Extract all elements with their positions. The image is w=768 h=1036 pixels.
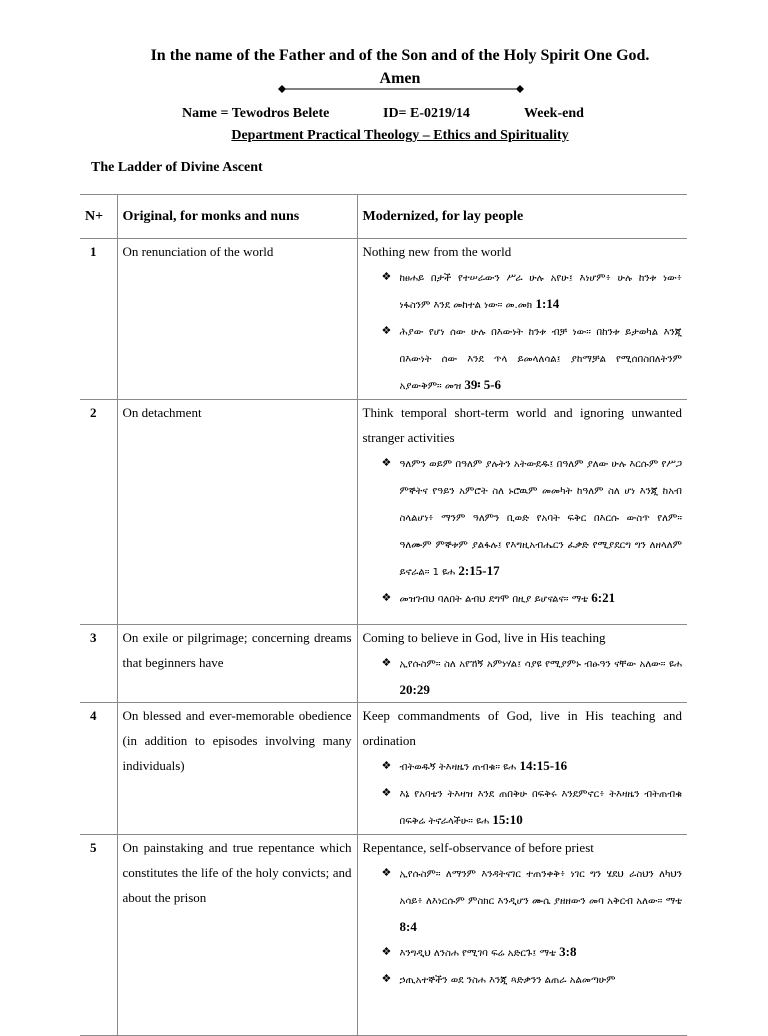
scripture-list bbox=[363, 264, 683, 399]
row-number: 1 bbox=[80, 239, 117, 400]
scripture-text: መዝገብህ ባለበት ልብህ ደግሞ በዚያ ይሆናልና። ማቴ bbox=[399, 594, 588, 605]
modernized-cell bbox=[357, 239, 687, 400]
decorative-divider bbox=[278, 84, 524, 94]
scripture-list bbox=[363, 450, 683, 612]
diamond-bullet-icon: ❖ bbox=[381, 759, 392, 772]
diamond-bullet-icon: ❖ bbox=[381, 324, 392, 337]
scripture-text: ከፀሐይ በታች የተሠራውን ሥራ ሁሉ አየሁ፤ እነሆም፥ ሁሉ ከንቱ ነው፥ ነፋስንም እንደ መከተል ነው። መ.መክ bbox=[399, 273, 682, 311]
scripture-list bbox=[363, 650, 683, 702]
list-item bbox=[382, 966, 683, 993]
diamond-bullet-icon: ❖ bbox=[381, 972, 392, 985]
scripture-reference: 8:4 bbox=[399, 919, 417, 934]
scripture-reference: 39፡ 5-6 bbox=[464, 377, 502, 392]
table-row bbox=[80, 625, 687, 703]
row-number: 4 bbox=[80, 703, 117, 835]
scripture-text: እንግዲህ ለንስሐ የሚገባ ፍሬ አድርጉ፤ ማቴ bbox=[399, 948, 556, 959]
modernized-summary: Repentance, self-observance of before priest bbox=[362, 840, 594, 855]
table-row bbox=[80, 239, 687, 400]
original-cell: On renunciation of the world bbox=[117, 239, 357, 400]
program-type: Week-end bbox=[524, 106, 584, 121]
list-item bbox=[382, 650, 683, 702]
list-item bbox=[382, 450, 683, 585]
modernized-summary: Keep commandments of God, live in His teaching and ordination bbox=[362, 708, 682, 748]
row-number: 3 bbox=[80, 625, 117, 703]
list-item bbox=[382, 780, 683, 834]
scripture-reference: 20:29 bbox=[399, 682, 430, 697]
modernized-cell bbox=[357, 703, 687, 835]
table-header-row bbox=[80, 195, 687, 239]
invocation-amen: Amen bbox=[379, 70, 421, 87]
scripture-list bbox=[363, 860, 683, 993]
scripture-list bbox=[363, 753, 683, 834]
scripture-reference: 14:15-16 bbox=[519, 758, 568, 773]
modernized-cell bbox=[357, 400, 687, 625]
ladder-table bbox=[80, 194, 687, 1036]
scripture-reference: 2:15-17 bbox=[458, 563, 500, 578]
scripture-text: ብትወዱኝ ትእዛዜን ጠብቁ። ዩሐ bbox=[399, 762, 517, 773]
row-number: 2 bbox=[80, 400, 117, 625]
scripture-reference: 1:14 bbox=[535, 296, 560, 311]
list-item bbox=[382, 318, 683, 399]
list-item bbox=[382, 939, 683, 966]
header-original: Original, for monks and nuns bbox=[117, 195, 357, 239]
row-number: 5 bbox=[80, 835, 117, 1036]
diamond-bullet-icon: ❖ bbox=[381, 945, 392, 958]
scripture-text: ኢየሱስም። ስለ አየኸኝ አምነሃል፤ ሳያዩ የሚያምኑ ብፁዓን ናቸው አለው። ዩሐ bbox=[399, 659, 682, 670]
scripture-text: ዓለምን ወይም በዓለም ያሉትን አትውደዱ፤ በዓለም ያለው ሁሉ እርሱም የሥጋ ምኞትና የዓይን አምሮት ስለ ኑሮዉም መመካት ከዓለም ስለ ሆነ እንጂ ከአብ ስላልሆነ፥ ማንም ዓለምን ቢወድ የአባት ፍቅር በእርሱ ውስጥ የለም። ዓለሙም ምኞቱም ያልፋሉ፤ የእግዚአብሔርን ፈቃድ የሚያደርግ ግን ለዘላለም ይኖራል። 1 ዩሐ bbox=[399, 459, 682, 578]
modernized-cell bbox=[357, 625, 687, 703]
original-cell: On blessed and ever-memorable obedience (in addition to episodes involving many individuals) bbox=[117, 703, 357, 835]
section-title: The Ladder of Divine Ascent bbox=[91, 160, 263, 175]
department-title: Department Practical Theology – Ethics and Spirituality bbox=[231, 128, 569, 143]
list-item bbox=[382, 585, 683, 612]
list-item bbox=[382, 264, 683, 318]
scripture-text: ሕያው የሆነ ሰው ሁሉ በእውነት ከንቱ ብቻ ነው። በከንቱ ይታወካል እንጂ በእውነት ሰው እንደ ጥላ ይመላለሳል፤ ያከማቻል የሚሰበስበለትንም አያውቅም። መዝ bbox=[399, 327, 682, 392]
diamond-bullet-icon: ❖ bbox=[381, 866, 392, 879]
scripture-text: እኔ የአባቴን ትእዛዝ እንደ ጠበቅሁ በፍቅሩ እንደምኖር፥ ትእዛዜን ብትጠብቁ በፍቅሬ ትኖራላችሁ። ዩሐ bbox=[399, 789, 682, 827]
diamond-bullet-icon: ❖ bbox=[381, 656, 392, 669]
modernized-summary: Think temporal short-term world and ignoring unwanted stranger activities bbox=[362, 405, 682, 445]
student-name: Name = Tewodros Belete bbox=[182, 106, 330, 121]
original-cell: On exile or pilgrimage; concerning dreams that beginners have bbox=[117, 625, 357, 703]
scripture-reference: 3:8 bbox=[559, 944, 577, 959]
diamond-bullet-icon: ❖ bbox=[381, 270, 392, 283]
student-info bbox=[182, 106, 584, 122]
table-row bbox=[80, 835, 687, 1036]
scripture-text: ኃጢአተኞችን ወደ ንስሐ እንጂ ጻድቃንን ልጠራ አልመጣሁም bbox=[399, 975, 616, 986]
list-item bbox=[382, 860, 683, 939]
diamond-bullet-icon: ❖ bbox=[381, 786, 392, 799]
scripture-reference: 6:21 bbox=[591, 590, 616, 605]
diamond-bullet-icon: ❖ bbox=[381, 456, 392, 469]
scripture-text: ኢየሱስም። ለማንም እንዳትናገር ተጠንቀቅ፥ ነገር ግን ሄደህ ራስህን ለካህን አሳይ፥ ለእነርሱም ምስክር እንዲሆን ሙሴ ያዘዘውን መባ አቅርብ አለው። ማቴ bbox=[399, 869, 682, 907]
header-modernized: Modernized, for lay people bbox=[357, 195, 687, 239]
table-row bbox=[80, 400, 687, 625]
table-row bbox=[80, 703, 687, 835]
modernized-summary: Nothing new from the world bbox=[362, 244, 512, 259]
original-cell: On detachment bbox=[117, 400, 357, 625]
header-number: N+ bbox=[80, 195, 117, 239]
modernized-summary: Coming to believe in God, live in His teaching bbox=[362, 630, 606, 645]
invocation-line: In the name of the Father and of the Son and of the Holy Spirit One God. bbox=[150, 47, 650, 64]
list-item bbox=[382, 753, 683, 780]
modernized-cell bbox=[357, 835, 687, 1036]
original-cell: On painstaking and true repentance which constitutes the life of the holy convicts; and about the prison bbox=[117, 835, 357, 1036]
scripture-reference: 15:10 bbox=[492, 812, 523, 827]
diamond-bullet-icon: ❖ bbox=[381, 591, 392, 604]
student-id: ID= E-0219/14 bbox=[383, 106, 470, 121]
